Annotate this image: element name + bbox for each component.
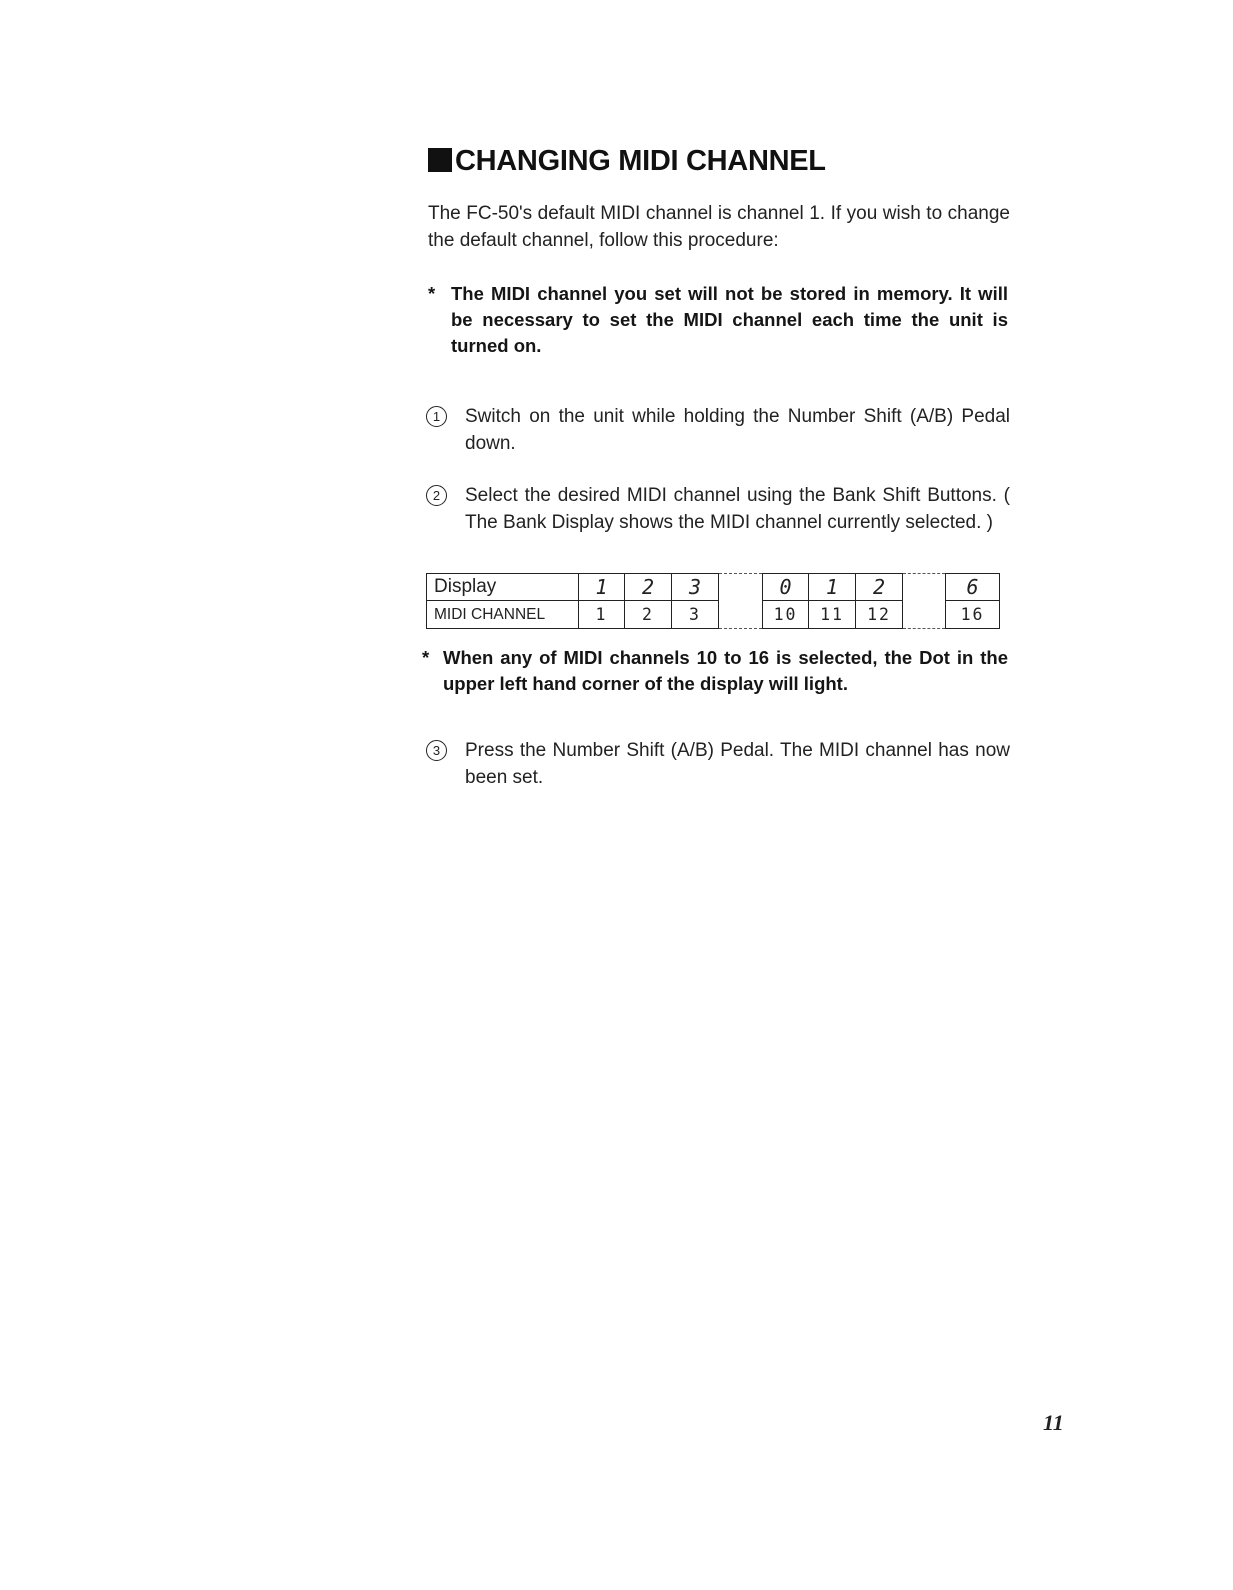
intro-paragraph: The FC-50's default MIDI channel is channel 1. If you wish to change the default channel, follow this procedure: [428,203,1010,251]
midi-channel-row-label: MIDI CHANNEL [426,600,579,629]
step-1 [426,403,1010,457]
channel-cell: 3 [671,600,719,629]
channel-cell: 10 [762,600,809,629]
step-text: Select the desired MIDI channel using the Bank Shift Buttons. ( The Bank Display shows the MIDI channel currently selected. ) [465,485,1010,533]
display-cell: 3 [671,573,719,601]
display-cell: 1 [808,573,856,601]
table-gap [719,573,762,629]
asterisk-icon: * [422,647,430,668]
page-title-text: CHANGING MIDI CHANNEL [455,145,826,177]
dot-note [422,645,1008,697]
table-gap [903,573,945,629]
channel-cell: 12 [855,600,903,629]
asterisk-icon: * [428,283,436,304]
display-cell: 1 [578,573,625,601]
circled-number-icon: 1 [426,406,447,427]
circled-number-icon: 2 [426,485,447,506]
step-text: Switch on the unit while holding the Number Shift (A/B) Pedal down. [465,406,1010,454]
channel-cell: 2 [624,600,672,629]
step-text: Press the Number Shift (A/B) Pedal. The MIDI channel has now been set. [465,740,1010,788]
circled-number-icon: 3 [426,740,447,761]
display-cell: 0 [762,573,809,601]
dot-note-text: When any of MIDI channels 10 to 16 is selected, the Dot in the upper left hand corner of the display will light. [443,647,1008,694]
channel-cell: 16 [945,600,1000,629]
display-cell: 2 [624,573,672,601]
display-cell: 6 [945,573,1000,601]
memory-note [428,281,1008,359]
display-cell: 2 [855,573,903,601]
channel-cell: 1 [578,600,625,629]
step-3 [426,737,1010,791]
step-2 [426,482,1010,536]
display-row-label: Display [426,573,579,601]
page-title [428,143,826,179]
page-number: 11 [1043,1410,1064,1435]
memory-note-text: The MIDI channel you set will not be stored in memory. It will be necessary to set the MIDI channel each time the unit is turned on. [451,283,1008,356]
heading-square-icon [428,148,452,172]
channel-cell: 11 [808,600,856,629]
midi-channel-display-table [426,573,1001,629]
